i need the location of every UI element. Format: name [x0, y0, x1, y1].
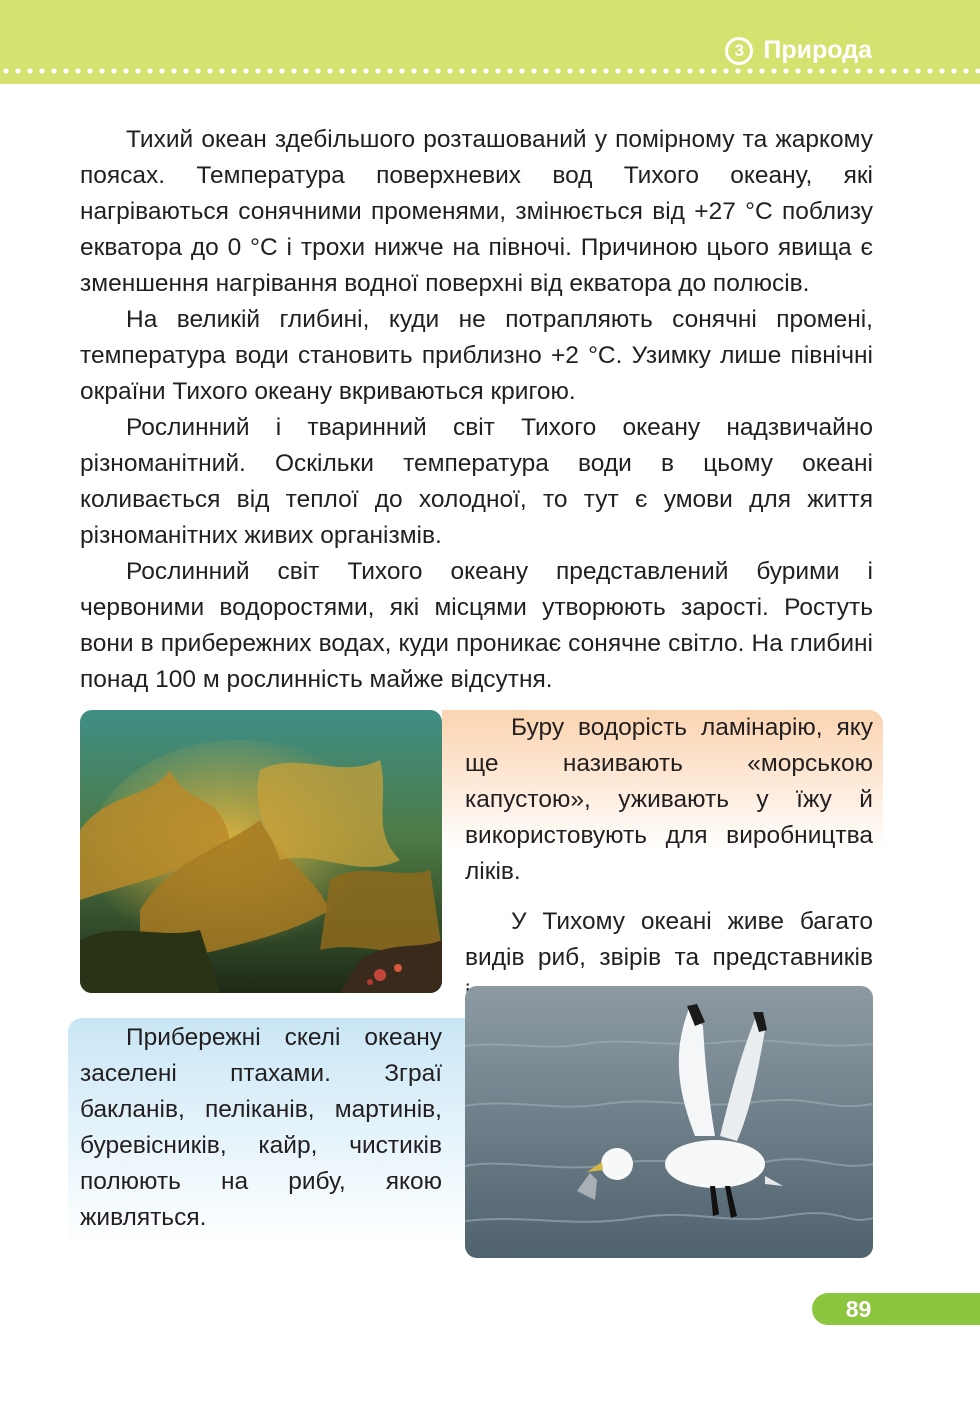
page-number: 89 — [812, 1293, 980, 1325]
right-column — [465, 710, 873, 1012]
paragraph-temperature: Тихий океан здебільшого розташований у помірному та жаркому поясах. Температура поверхневих вод Тихого океану, які нагріваються сонячними променями, змінюється від +27 °С поблизу екватора до 0 °С і трохи нижче на півночі. Причиною цього явища є зменшення нагрівання водної поверхні від екватора до полюсів. — [80, 126, 873, 297]
birds-note: Прибережні скелі океану заселені птахами. Зграї бакланів, пеліканів, мартинів, буревісників, кайр, чистиків полюють на рибу, якою живляться. — [80, 1024, 442, 1231]
gull-photo — [465, 986, 873, 1258]
left-column — [80, 1020, 442, 1236]
chapter-number-badge: 3 — [725, 37, 753, 65]
paragraph-depth: На великій глибині, куди не потрапляють сонячні промені, температура води становить приблизно +2 °С. Узимку лише північні окраїни Тихого океану вкриваються кригою. — [80, 306, 873, 405]
chapter-heading — [725, 36, 872, 65]
main-text — [80, 122, 873, 698]
page-header — [0, 0, 980, 84]
kelp-note: Буру водорість ламінарію, яку ще називають «морською капустою», уживають у їжу й використовують для виробництва ліків. — [465, 714, 873, 885]
chapter-title: Природа — [763, 36, 872, 64]
dotted-divider — [0, 68, 980, 74]
kelp-photo — [80, 710, 442, 993]
paragraph-flora: Рослинний світ Тихого океану представлений бурими і червоними водоростями, які місцями утворюють зарості. Ростуть вони в прибережних водах, куди проникає сонячне світло. На глибині понад 100 м рослинність майже відсутня. — [80, 558, 873, 693]
paragraph-biodiversity: Рослинний і тваринний світ Тихого океану надзвичайно різноманітний. Оскільки температура води в цьому океані коливається від теплої до холодної, то тут є умови для життя різноманітних живих організмів. — [80, 414, 873, 549]
fauna-note: У Тихому океані живе багато видів риб, звірів та представників — [465, 908, 873, 971]
